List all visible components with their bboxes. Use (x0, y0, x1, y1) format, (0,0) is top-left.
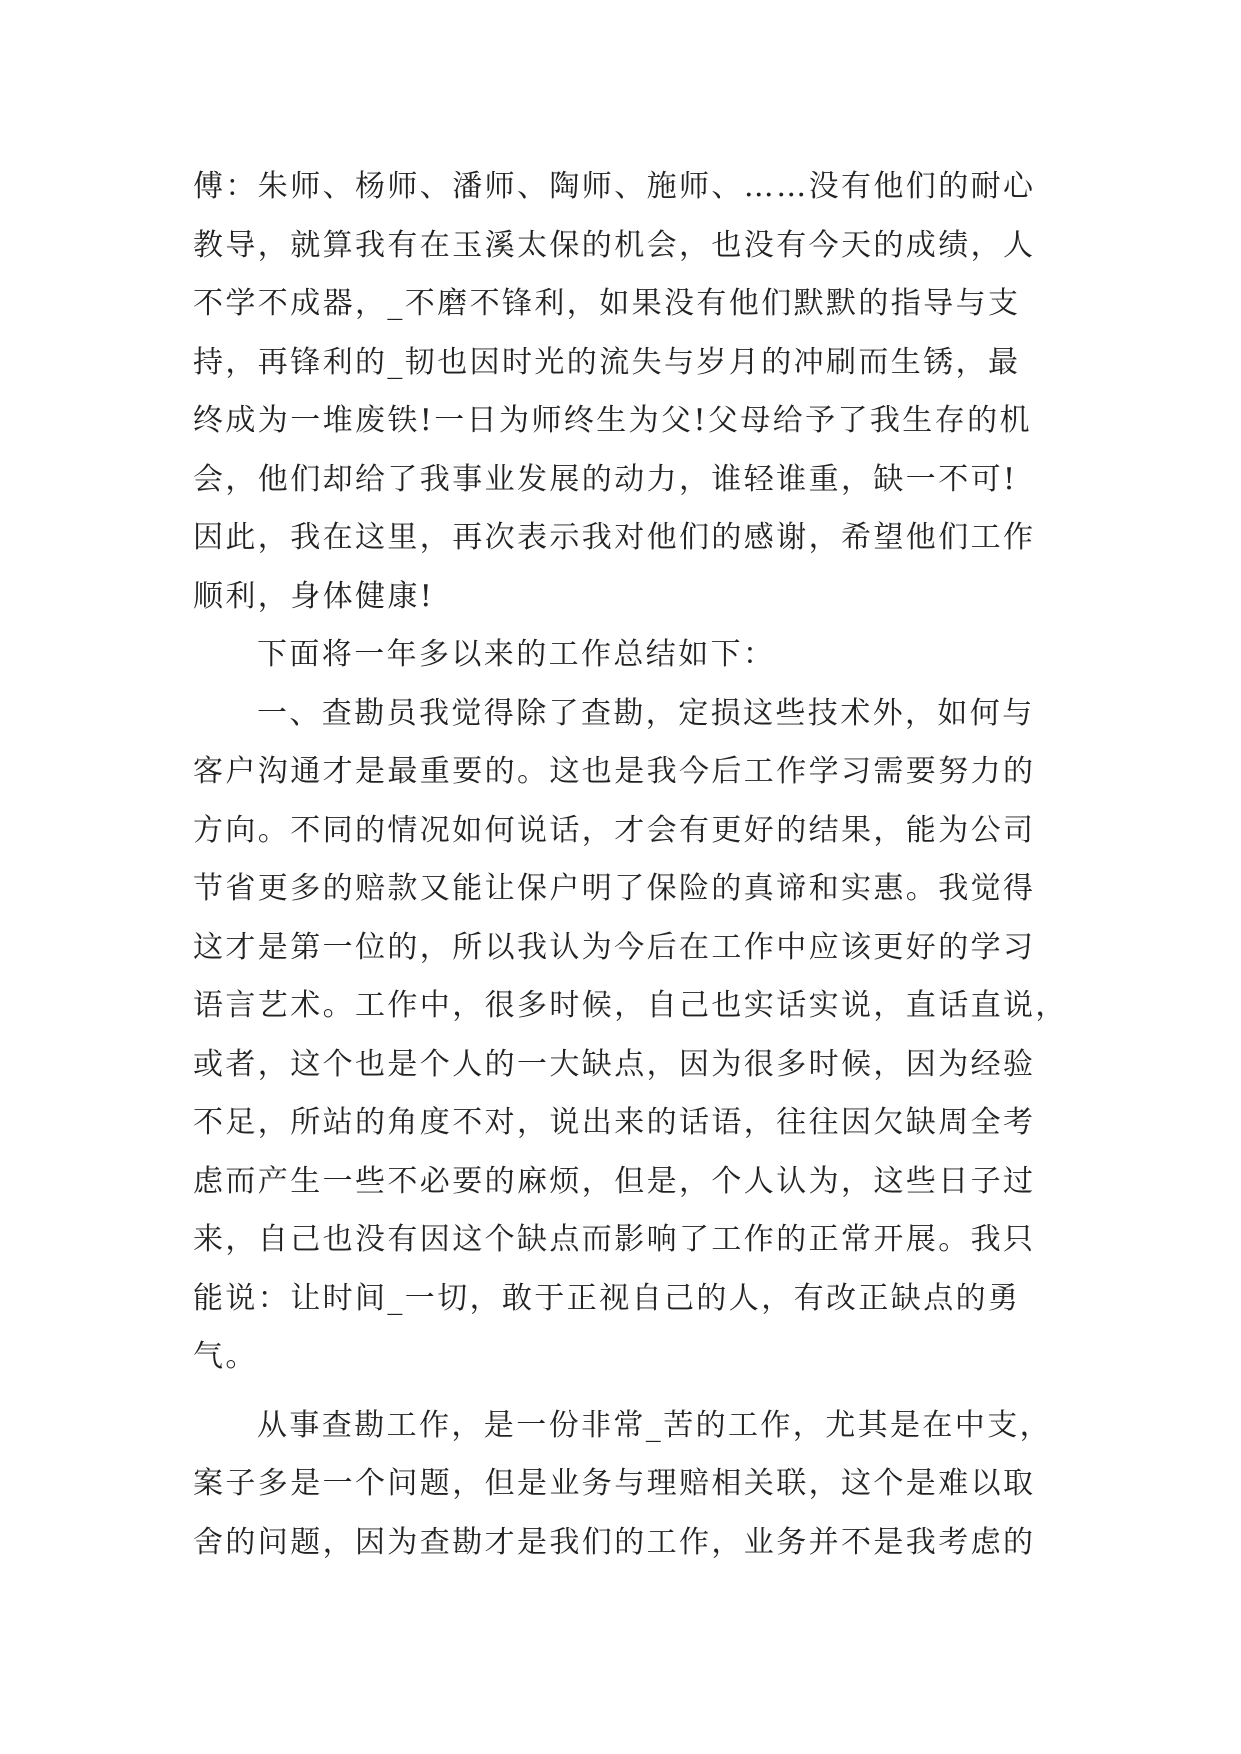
text-line: 傅：朱师、杨师、潘师、陶师、施师、……没有他们的耐心 (193, 169, 1036, 204)
text-line: 虑而产生一些不必要的麻烦，但是，个人认为，这些日子过 (193, 1163, 1036, 1199)
paragraph-first-line: 一、查勘员我觉得除了查勘，定损这些技术外，如何与 (257, 695, 1035, 731)
text-line: 这才是第一位的，所以我认为今后在工作中应该更好的学习 (193, 929, 1036, 965)
text-line: 方向。不同的情况如何说话，才会有更好的结果，能为公司 (193, 812, 1036, 848)
text-line: 舍的问题，因为查勘才是我们的工作，业务并不是我考虑的 (193, 1524, 1036, 1560)
text-line: 因此，我在这里，再次表示我对他们的感谢，希望他们工作 (193, 520, 1036, 555)
text-line: 节省更多的赔款又能让保户明了保险的真谛和实惠。我觉得 (193, 871, 1036, 906)
text-line: 客户沟通才是最重要的。这也是我今后工作学习需要努力的 (193, 754, 1036, 789)
text-line: 教导，就算我有在玉溪太保的机会，也没有今天的成绩，人 (193, 227, 1036, 263)
body-text (193, 158, 1068, 1572)
text-line: 气。 (193, 1339, 258, 1374)
text-line: 会，他们却给了我事业发展的动力，谁轻谁重，缺一不可! (193, 461, 1018, 497)
text-line: 语言艺术。工作中，很多时候，自己也实话实说，直话直说， (193, 988, 1068, 1023)
text-line: 不足，所站的角度不对，说出来的话语，往往因欠缺周全考 (193, 1105, 1036, 1140)
paragraph-first-line: 从事查勘工作，是一份非常_苦的工作，尤其是在中支， (257, 1407, 1052, 1443)
text-line: 来，自己也没有因这个缺点而影响了工作的正常开展。我只 (193, 1222, 1036, 1257)
paragraph-intro: 下面将一年多以来的工作总结如下： (257, 637, 776, 672)
text-line: 能说：让时间_一切，敢于正视自己的人，有改正缺点的勇 (193, 1280, 1021, 1316)
text-line: 顺利，身体健康! (193, 578, 435, 614)
paragraph-gap (193, 1387, 1055, 1397)
text-line: 不学不成器，_不磨不锋利，如果没有他们默默的指导与支 (193, 286, 1021, 321)
text-line: 案子多是一个问题，但是业务与理赔相关联，这个是难以取 (193, 1466, 1036, 1501)
text-line: 持，再锋利的_韧也因时光的流失与岁月的冲刷而生锈，最 (193, 344, 1021, 380)
text-line: 终成为一堆废铁!一日为师终生为父!父母给予了我生存的机 (193, 403, 1032, 438)
text-line: 或者，这个也是个人的一大缺点，因为很多时候，因为经验 (193, 1046, 1036, 1082)
